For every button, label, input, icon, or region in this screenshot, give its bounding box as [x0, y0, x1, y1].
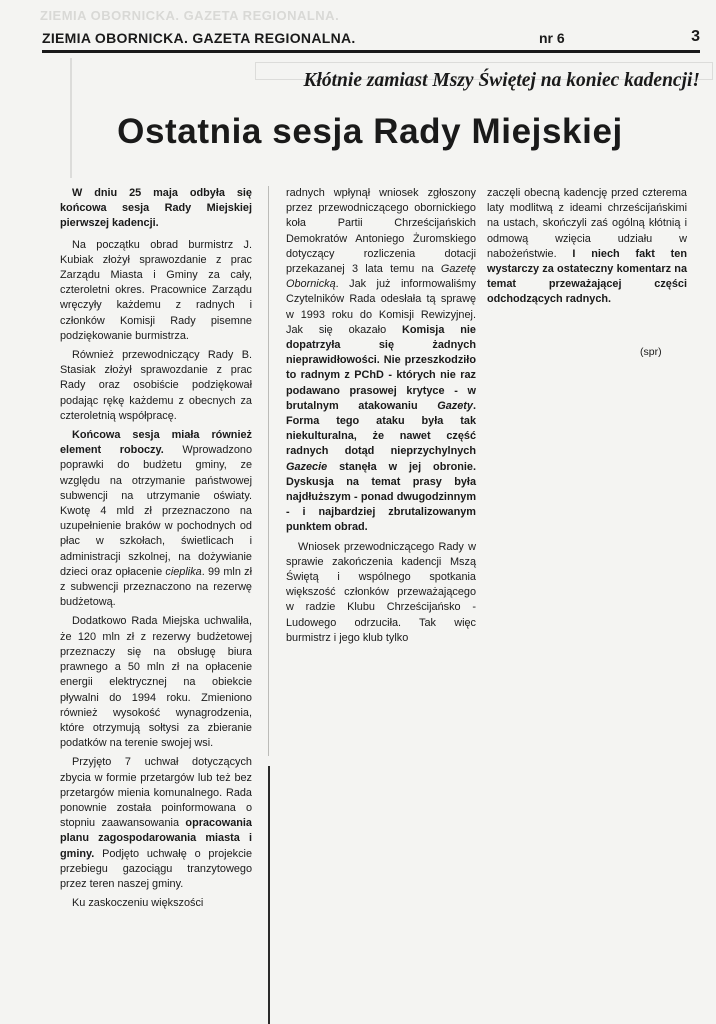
- paragraph: [60, 428, 252, 610]
- bold-italic-phrase: Gazety: [437, 399, 473, 412]
- bold-phrase: I niech fakt ten wystarczy za ostateczny komentarz na temat przeważającej części odchodzących radnych.: [487, 247, 687, 306]
- text-run: Przyjęto 7 uchwał dotyczących zbycia w formie przetargów lub też bez przetargów mienia komunalnego. Rada ponownie została poinformowana o stopniu zaawansowania: [60, 756, 252, 830]
- issue-number: nr 6: [539, 30, 565, 46]
- text-run: zaczęli obecną kadencję przed czterema laty modlitwą z ideami chrześcijańskimi na ustach, skończyli zaś ogólną kłótnią i odmową wzięcia udziału w nabożeństwie.: [487, 187, 687, 260]
- article-headline: Ostatnia sesja Rady Miejskiej: [117, 112, 623, 151]
- text-run: Wprowadzono poprawki do budżetu gminy, ze względu na otrzymanie państwowej subwencji na utrzymanie oświaty. Kwotę 4 mld zł przeznaczono na uzupełnienie braków w pochodnych od płac w szkołach, świetlicach i administracji szkolnej, na dożywianie dzieci oraz opłacenie: [60, 444, 253, 578]
- bold-phrase: Końcowa sesja miała również element roboczy.: [60, 429, 252, 457]
- column-divider: [268, 186, 269, 756]
- paragraph: [286, 186, 476, 536]
- article-column-1: [60, 186, 252, 911]
- bold-phrase: . Forma tego ataku była tak niekulturalna, że nawet część radnych dotąd nieprzychylnych: [286, 399, 476, 458]
- article-column-3: [487, 186, 687, 308]
- italic-phrase: Gazetę Obornicką: [286, 263, 476, 291]
- running-header: [42, 30, 700, 53]
- paragraph: Dodatkowo Rada Miejska uchwaliła, że 120 mln zł z rezerwy budżetowej przeznaczy się na obsługę biura prawnego a 50 mln zł na opłacenie energii elektrycznej na obiekcie pływalni do 1994 roku. Zmieniono również wysokość wynagrodzenia, które otrzymują sołtysi za zbieranie podatków na terenie swojej wsi.: [60, 615, 252, 750]
- bold-phrase: stanęła w jej obronie. Dyskusja na temat prasy była najdłuższym - ponad dwugodzinnym - i najbardziej zbrutalizowanym punktem obrad.: [286, 460, 476, 534]
- text-run: . Jak już informowaliśmy Czytelników Rada odesłała tą sprawę w 1993 roku do Komisji Rewizyjnej. Jak się okazało: [286, 278, 476, 336]
- paragraph: Wniosek przewodniczącego Rady w sprawie zakończenia kadencji Mszą Świętą i wspólnego spotkania większość członków przeważającego w radzie Klubu Chrześcijańsko - Ludowego odrzuciła. Tak więc burmistrz i jego klub tylko: [286, 540, 476, 644]
- bleed-through-header: ZIEMIA OBORNICKA. GAZETA REGIONALNA.: [40, 8, 340, 23]
- bold-phrase: Komisja nie dopatrzyła się żadnych nieprawidłowości. Nie przeszkodziło to radnym z PChD - których nie raz podawano prasowej krytyce - w brutalnym atakowaniu: [286, 323, 476, 412]
- bold-phrase: opracowania planu zagospodarowania miasta i gminy.: [60, 817, 252, 860]
- bold-italic-phrase: Gazecie: [286, 460, 328, 473]
- paragraph: [487, 186, 687, 308]
- paragraph: Ku zaskoczeniu większości: [72, 897, 204, 910]
- text-run: Podjęto uchwałę o projekcie przebiegu gazociągu tranzytowego przez teren naszej gminy.: [60, 847, 252, 890]
- author-signature: (spr): [640, 346, 662, 358]
- text-run: . 99 mln zł z subwencji przeznaczono na rezerwę budżetową.: [60, 565, 252, 609]
- article-column-2: [286, 186, 476, 646]
- paragraph: [60, 755, 252, 892]
- paragraph: Na początku obrad burmistrz J. Kubiak złożył sprawozdanie z prac Zarządu Miasta i Gminy za cały, czteroletni okres. Pracownice Zarządu wręczyły każdemu z radnych i członków Komisji Rady pisemne podziękowanie burmistrza.: [60, 238, 252, 342]
- article-kicker: Kłótnie zamiast Mszy Świętej na koniec kadencji!: [303, 70, 700, 91]
- publication-name: ZIEMIA OBORNICKA. GAZETA REGIONALNA.: [42, 30, 356, 46]
- page-number: 3: [691, 28, 700, 45]
- italic-phrase: cieplika: [165, 565, 202, 578]
- column-divider: [268, 766, 270, 1024]
- paragraph: Również przewodniczący Rady B. Stasiak złożył sprawozdanie z prac Rady oraz osobiście podziękował podając rękę każdemu z obecnych za czteroletnią współpracę.: [60, 349, 252, 422]
- text-run: radnych wpłynął wniosek zgłoszony przez przewodniczącego obornickiego koła Partii Chrześcijańskich Demokratów Antoniego Żuromskiego dotyczący rozliczenia dotacji przekazanej 3 lata temu na: [286, 187, 476, 276]
- lead-paragraph: W dniu 25 maja odbyła się końcowa sesja Rady Miejskiej pierwszej kadencji.: [60, 187, 252, 230]
